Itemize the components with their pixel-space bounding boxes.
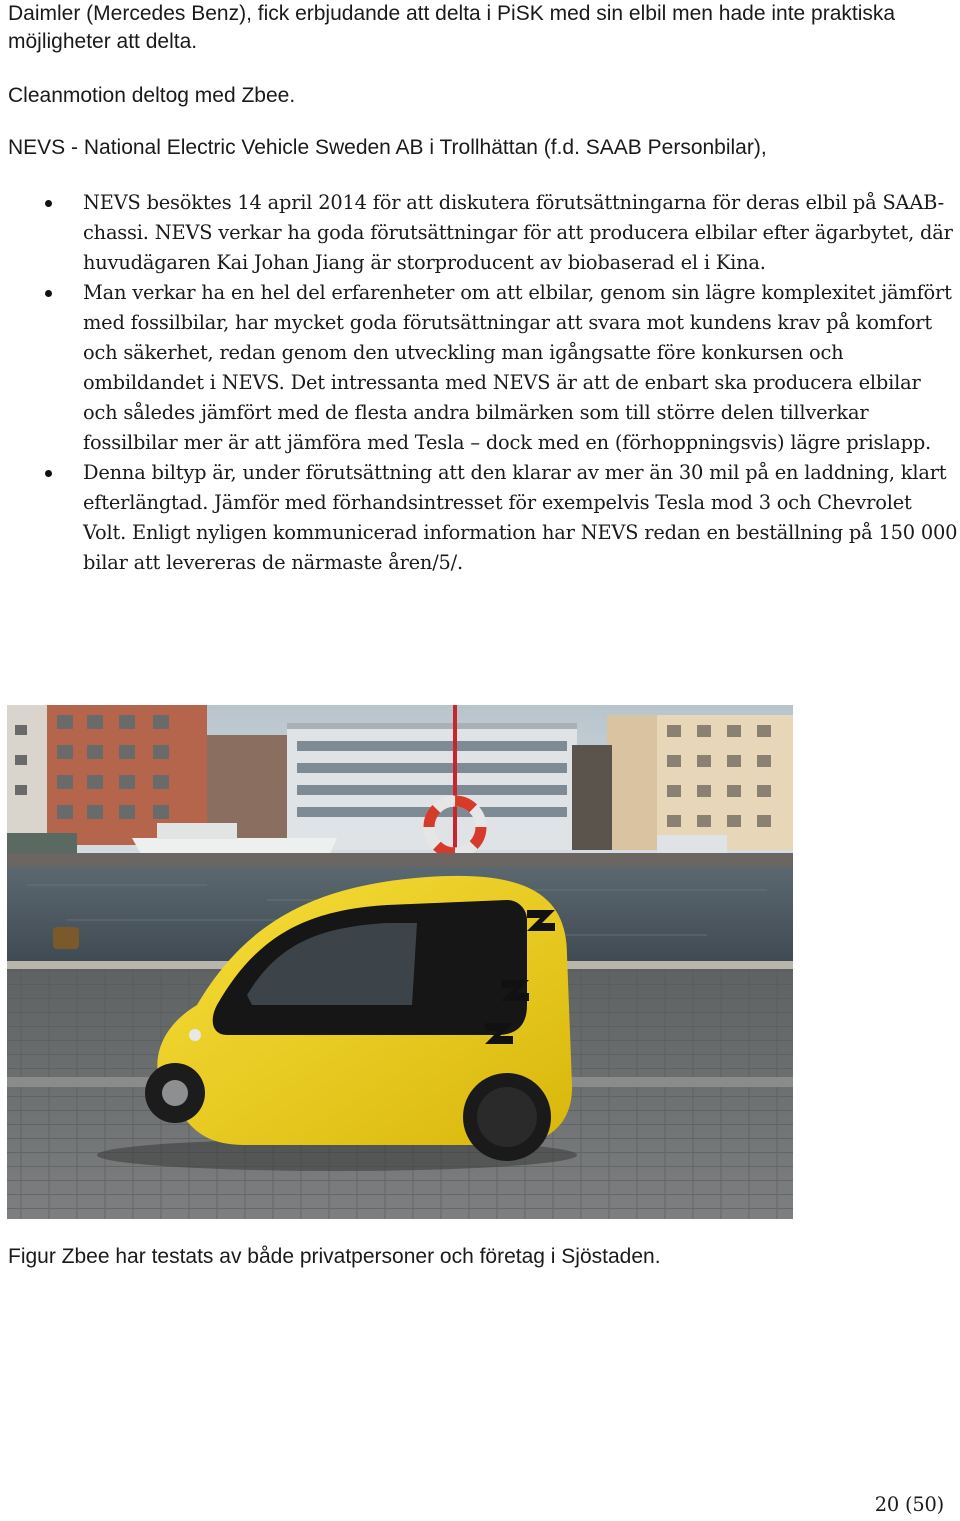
bullet-dot-icon	[45, 290, 52, 297]
bullet-item	[0, 458, 958, 578]
figure-caption: Figur Zbee har testats av både privatpersoner och företag i Sjöstaden.	[8, 1245, 661, 1268]
bullet-dot-icon	[45, 200, 52, 207]
page-number: 20 (50)	[874, 1493, 944, 1516]
paragraph-daimler: Daimler (Mercedes Benz), fick erbjudande att delta i PiSK med sin elbil men hade inte praktiska möjligheter att delta.	[8, 2, 896, 53]
paragraph-nevs-intro: NEVS - National Electric Vehicle Sweden AB i Trollhättan (f.d. SAAB Personbilar),	[8, 136, 767, 159]
zbee-photo	[7, 705, 793, 1219]
bollard	[53, 927, 79, 949]
bullet-dot-icon	[45, 470, 52, 477]
bullet-list	[0, 188, 958, 578]
bullet-text: NEVS besöktes 14 april 2014 för att diskutera förutsättningarna för deras elbil på SAAB-chassi. NEVS verkar ha goda förutsättningar för att producera elbilar efter ägarbytet, där huvudägaren Kai Johan Jiang är storproducent av biobaserad el i Kina.	[83, 191, 953, 274]
bullet-text: Man verkar ha en hel del erfarenheter om att elbilar, genom sin lägre komplexitet jämfört med fossilbilar, har mycket goda förutsättningar att svara mot kundens krav på komfort och säkerhet, redan genom den utveckling man igångsatte före konkursen och ombildandet i NEVS. Det intressanta med NEVS är att de enbart ska producera elbilar och således jämfört med de flesta andra bilmärken som till större delen tillverkar fossilbilar mer är att jämföra med Tesla – dock med en (förhoppningsvis) lägre prislapp.	[83, 281, 952, 454]
paragraph-cleanmotion: Cleanmotion deltog med Zbee.	[8, 84, 296, 107]
bullet-item	[0, 278, 958, 458]
bullet-text: Denna biltyp är, under förutsättning att den klarar av mer än 30 mil på en laddning, klart efterlängtad. Jämför med förhandsintresset för exempelvis Tesla mod 3 och Chevrolet Volt. Enligt nyligen kommunicerad information har NEVS redan en beställning på 150 000 bilar att levereras de närmaste åren/5/.	[83, 461, 958, 574]
far-quay	[7, 853, 793, 867]
bullet-item	[0, 188, 958, 278]
